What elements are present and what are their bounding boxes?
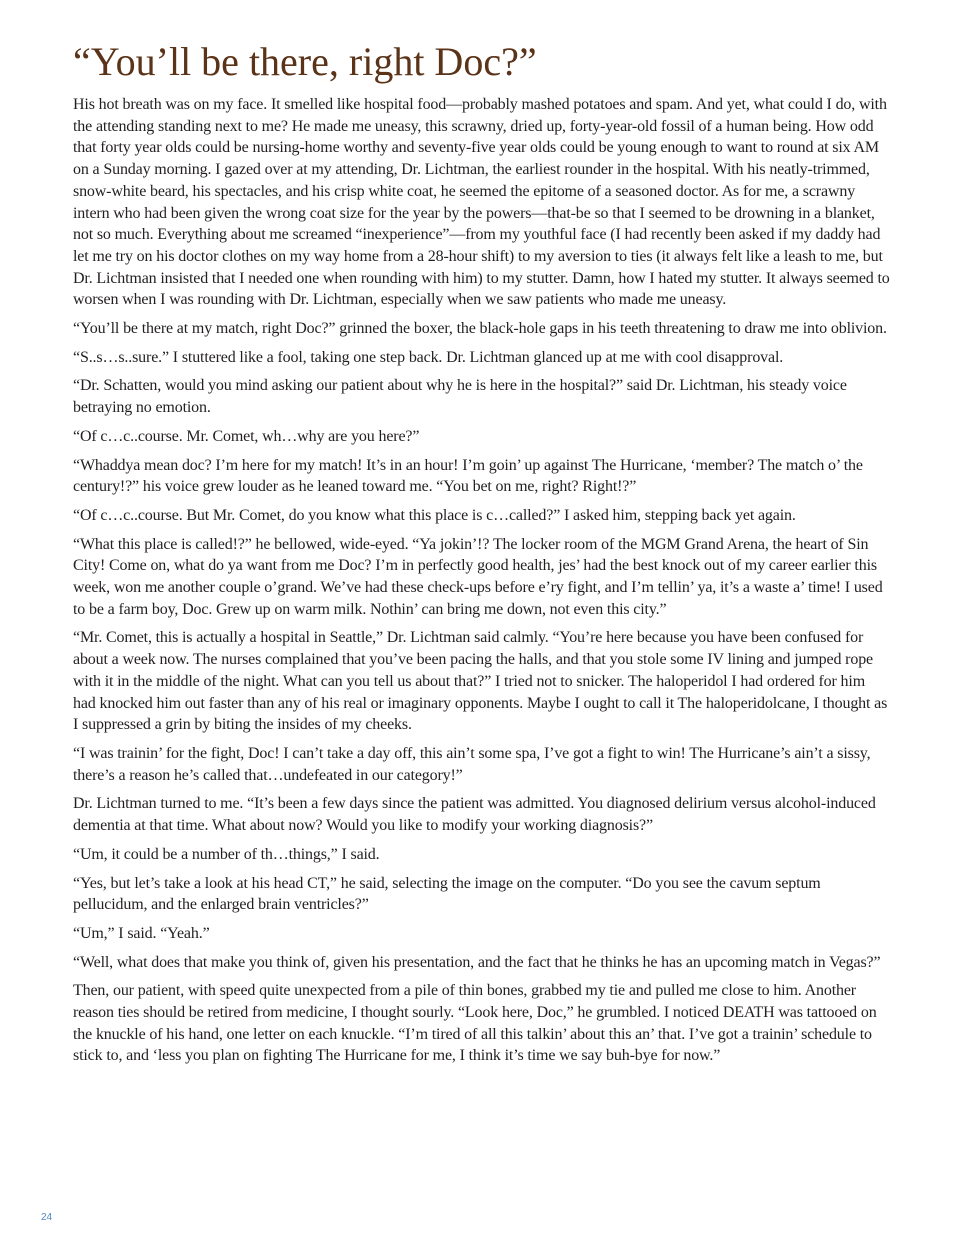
paragraph: “Um, it could be a number of th…things,” I said. [73,845,380,863]
paragraph: His hot breath was on my face. It smelled like hospital food—probably mashed potatoes and spam. And yet, what could I do, with the attending standing next to me? He made me uneasy, this scrawny, dried up, forty-year-old fossil of a human being. How odd that forty year olds could be nursing-home worthy and seventy-five year olds could be young enough to want to round at six AM on a Sunday morning. I gazed over at my attending, Dr. Lichtman, the earliest rounder in the hospital. With his neatly-trimmed, snow-white beard, his spectacles, and his crisp white coat, he seemed the epitome of a seasoned doctor. As for me, a scrawny intern who had been given the wrong coat size for the year by the powers—that-be so that I seemed to be drowning in a blanket, not so much. Everything about me screamed “inexperience”—from my youthful face (I had recently been asked if my daddy had let me try on his doctor clothes on my way home from a 28-hour shift) to my aversion to ties (it always felt like a leash to me, but Dr. Lichtman insisted that I needed one when rounding with him) to my stutter. Damn, how I hated my stutter. It always seemed to worsen when I was rounding with Dr. Lichtman, especially when we saw patients who made me uneasy. [73,96,890,309]
story-body [73,94,891,1067]
paragraph: “Mr. Comet, this is actually a hospital in Seattle,” Dr. Lichtman said calmly. “You’re here because you have been confused for about a week now. The nurses complained that you’ve been pacing the halls, and that you stole some IV lining and jumped rope with it in the middle of the night. What can you tell us about that?” I tried not to snicker. The haloperidol I had ordered for him had knocked him out faster than any of his real or imaginary opponents. Maybe I ought to call it The haloperidolcane, I thought as I suppressed a grin by biting the insides of my cheeks. [73,629,888,734]
paragraph: “Yes, but let’s take a look at his head CT,” he said, selecting the image on the computer. “Do you see the cavum septum pellucidum, and the enlarged brain ventricles?” [73,874,821,914]
page-content [73,38,891,1074]
paragraph: “I was trainin’ for the fight, Doc! I can’t take a day off, this ain’t some spa, I’ve got a fight to win! The Hurricane’s ain’t a sissy, there’s a reason he’s called that…undefeated in our category!” [73,744,871,784]
paragraph: “S..s…s..sure.” I stuttered like a fool, taking one step back. Dr. Lichtman glanced up at me with cool disapproval. [73,348,784,366]
paragraph: “What this place is called!?” he bellowed, wide-eyed. “Ya jokin’!? The locker room of the MGM Grand Arena, the heart of Sin City! Come on, what do ya want from me Doc? I’m in perfectly good health, jes’ had the best knock out of my career earlier this week, won me another couple o’grand. We’ve had these check-ups before e’ry fight, and I’m tellin’ ya, it’s a waste a’ time! I used to be a farm boy, Doc. Grew up on warm milk. Nothin’ can bring me down, not even this city.” [73,535,883,618]
paragraph: “Of c…c..course. Mr. Comet, wh…why are you here?” [73,427,420,445]
paragraph: “Dr. Schatten, would you mind asking our patient about why he is here in the hospital?” said Dr. Lichtman, his steady voice betraying no emotion. [73,377,847,417]
page-title: “You’ll be there, right Doc?” [73,39,537,84]
paragraph: “You’ll be there at my match, right Doc?” grinned the boxer, the black-hole gaps in his teeth threatening to draw me into oblivion. [73,320,887,338]
paragraph: “Um,” I said. “Yeah.” [73,924,210,942]
paragraph: Then, our patient, with speed quite unexpected from a pile of thin bones, grabbed my tie and pulled me close to him. Another reason ties should be retired from medicine, I thought sourly. “Look here, Doc,” he grumbled. I noticed DEATH was tattooed on the knuckle of his hand, one letter on each knuckle. “I’m tired of all this talkin’ about this an’ that. I’ve got a trainin’ schedule to stick to, and ‘less you plan on fighting The Hurricane for me, I think it’s time we say buh-bye for now.” [73,982,877,1065]
paragraph: Dr. Lichtman turned to me. “It’s been a few days since the patient was admitted. You diagnosed delirium versus alcohol-induced dementia at that time. What about now? Would you like to modify your working diagnosis?” [73,795,876,835]
paragraph: “Well, what does that make you think of, given his presentation, and the fact that he thinks he has an upcoming match in Vegas?” [73,953,881,971]
paragraph: “Whaddya mean doc? I’m here for my match! It’s in an hour! I’m goin’ up against The Hurricane, ‘member? The match o’ the century!?” his voice grew louder as he leaned toward me. “You bet on me, right? Right!?” [73,456,863,496]
page-number: 24 [41,1212,53,1223]
paragraph: “Of c…c..course. But Mr. Comet, do you know what this place is c…called?” I asked him, stepping back yet again. [73,506,796,524]
